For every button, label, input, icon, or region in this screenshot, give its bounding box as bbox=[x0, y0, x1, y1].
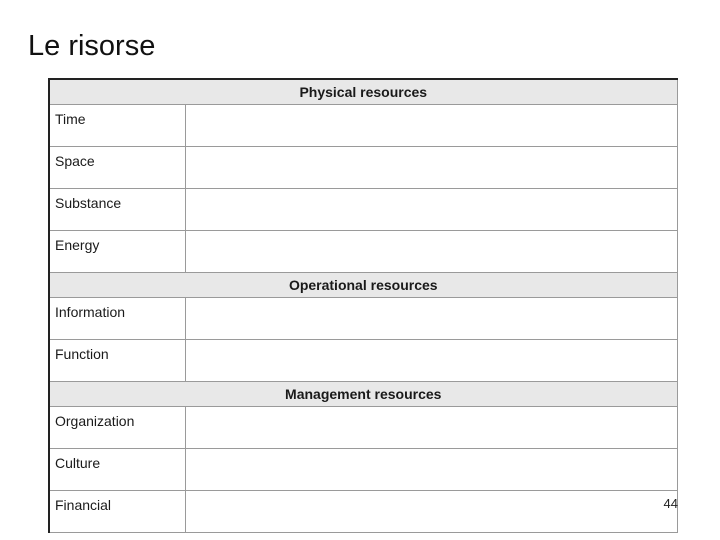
row-value-cell-space[interactable] bbox=[185, 147, 677, 189]
table-row-space bbox=[49, 147, 677, 189]
row-value-cell-substance[interactable] bbox=[185, 189, 677, 231]
section-header-management: Management resources bbox=[49, 382, 677, 407]
row-label-space: Space bbox=[49, 147, 185, 189]
row-value-cell-time[interactable] bbox=[185, 105, 677, 147]
table-row-culture bbox=[49, 449, 677, 491]
row-label-function: Function bbox=[49, 340, 185, 382]
section-header-row-physical bbox=[49, 79, 677, 105]
table-row-financial bbox=[49, 491, 677, 533]
row-value-cell-information[interactable] bbox=[185, 298, 677, 340]
row-label-substance: Substance bbox=[49, 189, 185, 231]
resources-table bbox=[48, 78, 678, 533]
row-label-organization: Organization bbox=[49, 407, 185, 449]
row-value-cell-function[interactable] bbox=[185, 340, 677, 382]
row-value-cell-financial[interactable] bbox=[185, 491, 677, 533]
section-header-physical: Physical resources bbox=[49, 79, 677, 105]
row-label-financial: Financial bbox=[49, 491, 185, 533]
row-label-time: Time bbox=[49, 105, 185, 147]
row-label-culture: Culture bbox=[49, 449, 185, 491]
section-header-operational: Operational resources bbox=[49, 273, 677, 298]
row-value-cell-energy[interactable] bbox=[185, 231, 677, 273]
slide-title: Le risorse bbox=[28, 30, 156, 62]
row-label-energy: Energy bbox=[49, 231, 185, 273]
section-header-row-operational bbox=[49, 273, 677, 298]
table-row-organization bbox=[49, 407, 677, 449]
table-row-time bbox=[49, 105, 677, 147]
table-row-information bbox=[49, 298, 677, 340]
table-row-energy bbox=[49, 231, 677, 273]
row-value-cell-culture[interactable] bbox=[185, 449, 677, 491]
row-label-information: Information bbox=[49, 298, 185, 340]
row-value-cell-organization[interactable] bbox=[185, 407, 677, 449]
section-header-row-management bbox=[49, 382, 677, 407]
table-row-function bbox=[49, 340, 677, 382]
page-number: 44 bbox=[663, 496, 678, 511]
table-row-substance bbox=[49, 189, 677, 231]
